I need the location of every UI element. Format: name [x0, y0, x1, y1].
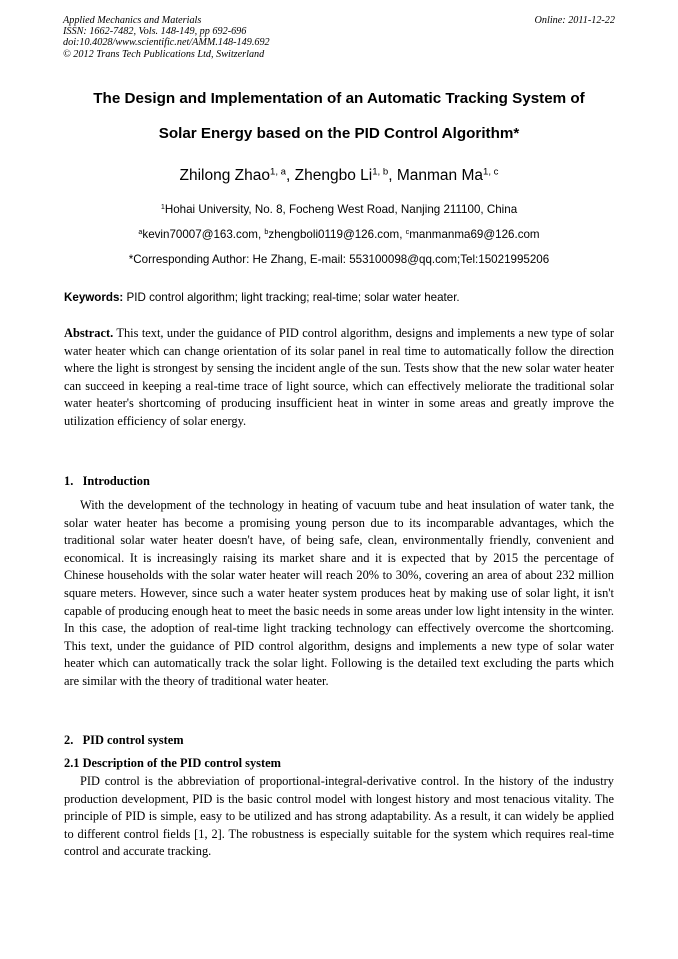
email-address[interactable]: kevin70007@163.com [142, 228, 258, 241]
journal-header [63, 15, 615, 60]
author-name: Zhilong Zhao [179, 167, 270, 184]
section-heading-pid-control: 2. PID control system [64, 733, 184, 747]
pid-description-paragraph: PID control is the abbreviation of proportional-integral-derivative control. In the history of the industry production development, PID is the basic control model with longest history and most tenacious vitality. The principle of PID is simple, easy to be utilized and has strong adaptability. As a result, it can widely be applied to different control fields [1, 2]. The robustness is especially suitable for the system which requires real-time control and accurate tracking. [64, 774, 614, 859]
doi-line[interactable]: doi:10.4028/www.scientific.net/AMM.148-149.692 [63, 37, 270, 49]
email-mark: c [405, 227, 410, 237]
abstract-text: This text, under the guidance of PID control algorithm, designs and implements a new type of solar water heater which can change orientation of its solar panel in real time to automatically follow the direction where the light is strongest by sensing the incident angle of the sun. Tests show that the new solar water heater can succeed in keeping a real-time trace of light source, which can effectively meliorate the traditional solar water heater's shortcoming of producing insufficient heat in winter in some areas and greatly improve the utilization efficiency of solar energy. [64, 326, 615, 428]
paper-title-line-2: Solar Energy based on the PID Control Algorithm* [158, 125, 520, 142]
author-separator: , [286, 167, 295, 184]
author-affiliation-mark: 1, a [270, 166, 287, 178]
author-name: Zhengbo Li [294, 167, 373, 184]
email-mark: a [138, 227, 143, 237]
affiliation-mark: 1 [160, 202, 165, 212]
affiliation-text: Hohai University, No. 8, Focheng West Road, Nanjing 211100, China [164, 203, 518, 216]
issn-line: ISSN: 1662-7482, Vols. 148-149, pp 692-696 [63, 26, 247, 38]
subsection-heading-pid-description: 2.1 Description of the PID control system [64, 756, 281, 770]
keywords-label: Keywords: [64, 291, 124, 304]
email-mark: b [264, 227, 269, 237]
author-list [0, 167, 678, 185]
email-separator: , [257, 228, 265, 241]
affiliation [0, 203, 678, 216]
author-name: Manman Ma [396, 167, 483, 184]
keywords-text: PID control algorithm; light tracking; real-time; solar water heater. [126, 291, 460, 304]
abstract [64, 325, 614, 431]
email-separator: , [399, 228, 406, 241]
abstract-label: Abstract. [64, 326, 114, 340]
keywords [64, 291, 616, 304]
email-address[interactable]: zhengboli0119@126.com [268, 228, 400, 241]
journal-name: Applied Mechanics and Materials [63, 15, 202, 26]
author-affiliation-mark: 1, b [372, 166, 389, 178]
introduction-paragraph: With the development of the technology in heating of vacuum tube and heat insulation of water tank, the solar water heater has become a promising young person due to its incomparable advantages, which the traditional solar water heater doesn't have, of being safe, clean, environmentally friendly, convenient and economical. It is increasingly raising its market share and it is expected that by 2015 the percentage of Chinese households with the solar water heater will reach 20% to 30%, covering an area of about 232 million square meters. However, since such a water heater system produces heat by making use of solar light, it isn't capable of producing enough heat to meet the basic needs in some areas under low light intensity in the winter. In this case, the adoption of real-time light tracking technology can effectively overcome the shortcoming. This text, under the guidance of PID control algorithm, designs and implements a new type of solar water heater which can automatically track the solar light. Following is the detailed text excluding the parts which are similar with the theory of traditional water heater. [64, 498, 614, 688]
corresponding-author: *Corresponding Author: He Zhang, E-mail: 553100098@qq.com;Tel:15021995206 [128, 253, 550, 266]
section-heading-introduction: 1. Introduction [64, 474, 150, 488]
email-address[interactable]: manmanma69@126.com [409, 228, 540, 241]
author-affiliation-mark: 1, c [483, 166, 499, 178]
copyright-line: © 2012 Trans Tech Publications Ltd, Switzerland [63, 48, 265, 60]
paper-title-line-1: The Design and Implementation of an Automatic Tracking System of [93, 90, 585, 107]
online-date: Online: 2011-12-22 [534, 15, 615, 26]
email-list [0, 228, 678, 241]
author-separator: , [388, 167, 397, 184]
